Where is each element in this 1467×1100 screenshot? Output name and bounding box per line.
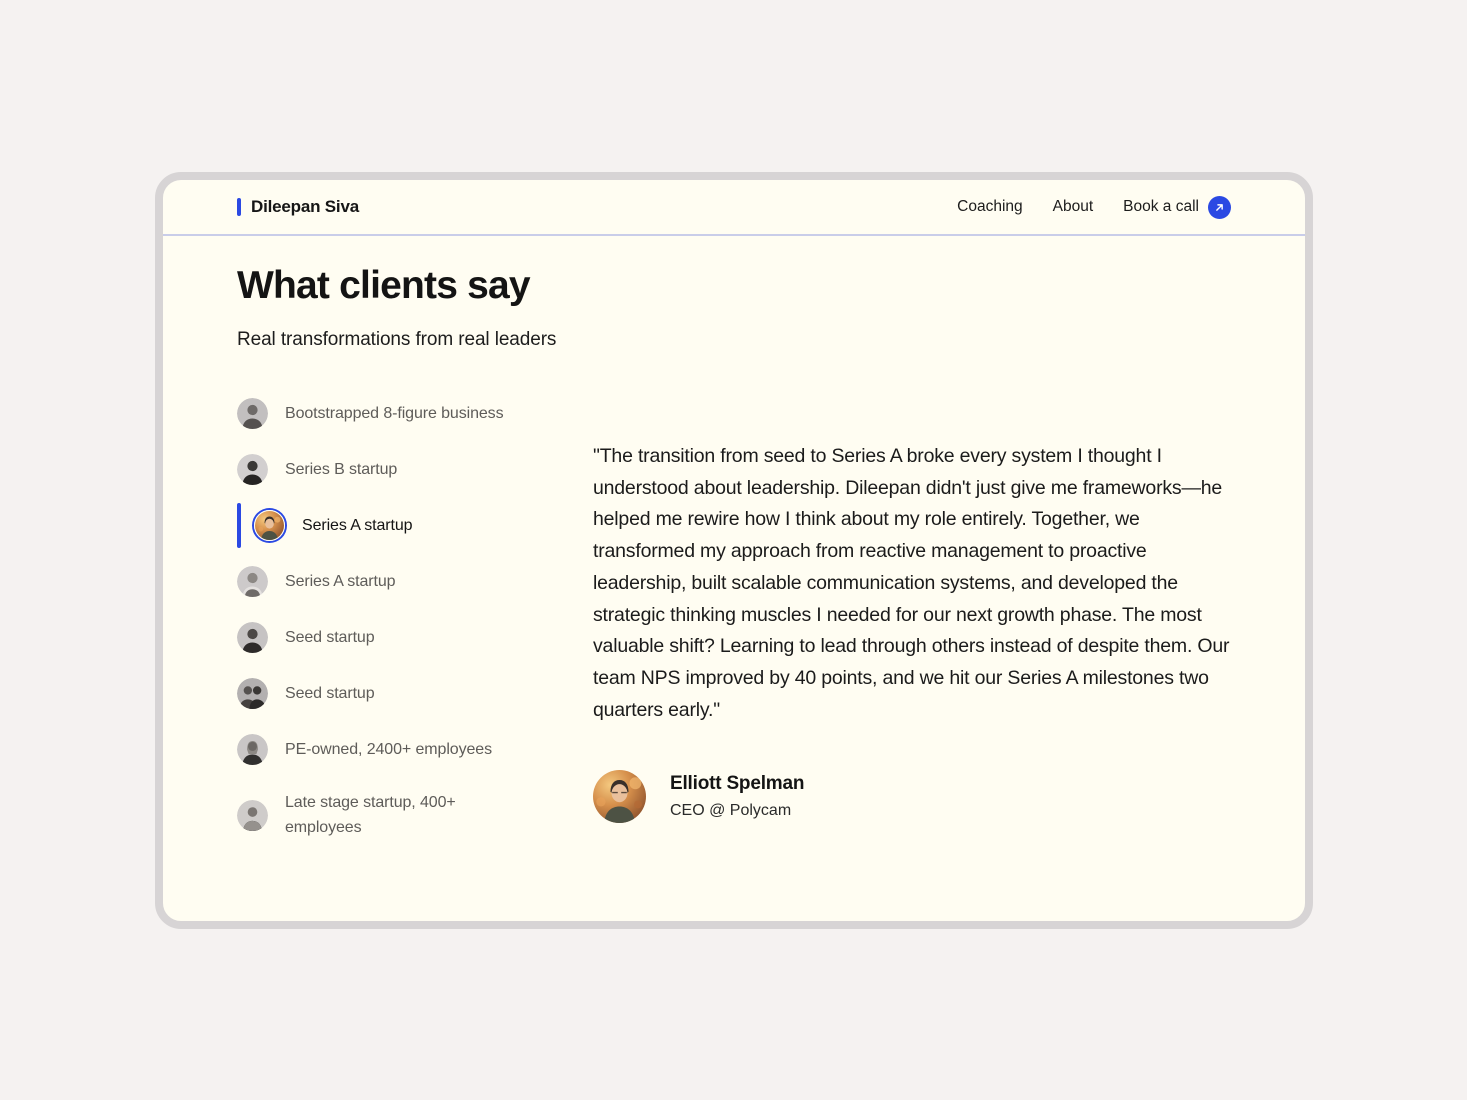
book-a-call-button[interactable]	[1123, 196, 1231, 219]
testimonial-author	[593, 770, 1231, 823]
tab-series-b-startup[interactable]	[237, 454, 561, 485]
nav-link-coaching[interactable]: Coaching	[957, 198, 1023, 215]
tab-seed-startup-1[interactable]	[237, 622, 561, 653]
author-name: Elliott Spelman	[670, 773, 805, 795]
author-role: CEO @ Polycam	[670, 802, 792, 820]
client-avatar	[237, 454, 268, 485]
main-nav	[957, 196, 1231, 219]
author-avatar	[593, 770, 646, 823]
testimonial-panel	[561, 398, 1231, 865]
tab-bootstrapped-8-figure[interactable]	[237, 398, 561, 429]
arrow-up-right-icon	[1208, 196, 1231, 219]
tab-pe-owned[interactable]	[237, 734, 561, 765]
site-card	[155, 172, 1313, 929]
site-title: Dileepan Siva	[251, 197, 359, 216]
tab-series-a-startup[interactable]	[237, 566, 561, 597]
active-indicator-bar	[237, 503, 241, 548]
logo-accent-bar-icon	[237, 198, 241, 216]
tab-late-stage-startup[interactable]	[237, 790, 561, 840]
nav-link-about[interactable]: About	[1052, 198, 1094, 215]
client-tabs-list	[237, 398, 561, 865]
tab-label: Series B startup	[285, 461, 398, 478]
page-title: What clients say	[237, 264, 530, 307]
client-avatar	[254, 510, 285, 541]
tab-label: Series A startup	[302, 517, 413, 534]
book-a-call-label: Book a call	[1123, 198, 1199, 215]
tab-label: Late stage startup, 400+ employees	[285, 794, 456, 836]
tab-label: Seed startup	[285, 629, 375, 646]
client-avatar	[237, 734, 268, 765]
tab-label: Bootstrapped 8-figure business	[285, 405, 504, 422]
testimonials-section	[163, 236, 1305, 921]
client-avatar	[237, 800, 268, 831]
testimonial-quote: "The transition from seed to Series A broke every system I thought I understood about leadership. Dileepan didn't just give me frameworks—he helped me rewire how I think about my role entirely. Together, we transformed my approach from reactive management to proactive leadership, built scalable communication systems, and developed the strategic thinking muscles I needed for our next growth phase. The most valuable shift? Learning to lead through others instead of despite them. Our team NPS improved by 40 points, and we hit our Series A milestones two quarters early."	[593, 445, 1230, 721]
tab-series-a-startup-active[interactable]	[237, 510, 561, 541]
client-avatar	[237, 678, 268, 709]
tab-seed-startup-2[interactable]	[237, 678, 561, 709]
site-header	[163, 180, 1305, 236]
tab-label: Series A startup	[285, 573, 396, 590]
site-logo[interactable]	[237, 197, 359, 217]
tab-label: Seed startup	[285, 685, 375, 702]
client-avatar	[237, 566, 268, 597]
client-avatar	[237, 398, 268, 429]
client-avatar	[237, 622, 268, 653]
page-subtitle: Real transformations from real leaders	[237, 329, 557, 350]
tab-label: PE-owned, 2400+ employees	[285, 741, 492, 758]
